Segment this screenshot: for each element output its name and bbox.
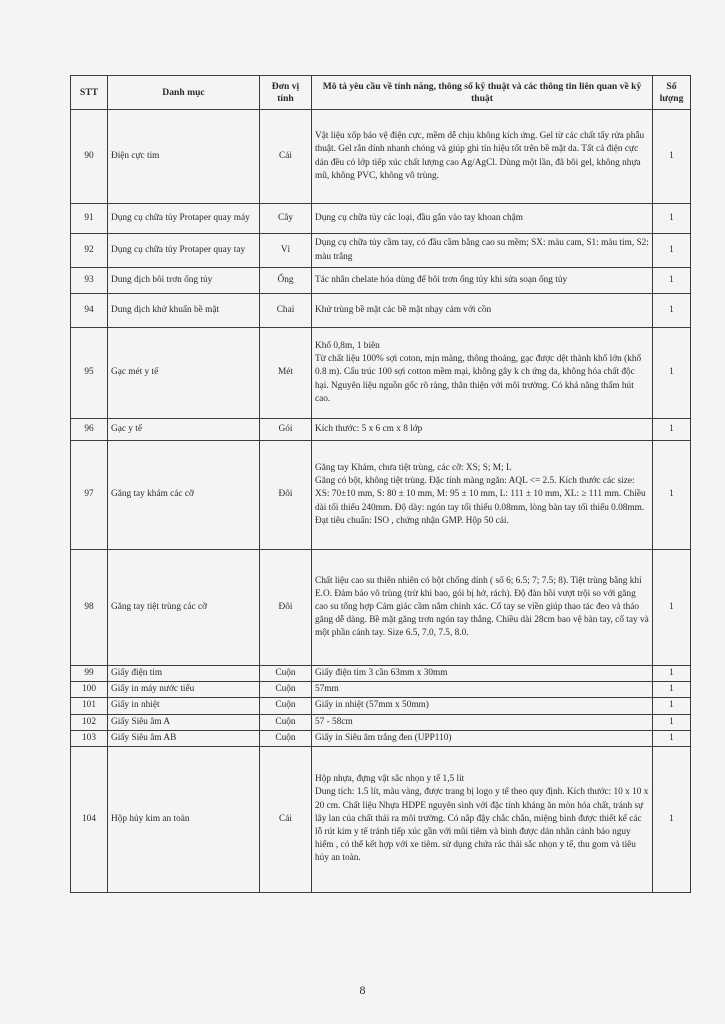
header-description: Mô tả yêu cầu về tính năng, thông số kỹ thuật và các thông tin liên quan về kỹ thuật — [312, 76, 653, 110]
cell-quantity: 1 — [653, 698, 691, 714]
description-line: Vật liệu xốp bảo vệ điện cực, mềm dễ chịu không kích ứng. Gel từ các chất tẩy rửa phẫu thuật. Gel rắn dính nhanh chóng và giúp ghi tín hiệu tốt trên bề mặt da. Tất cả điện cực dán đều có lớp tiếp xúc chất lượng cao Ag/AgCl. Dùng một lần, đã bôi gel, không nhựa mũ, không PVC, không vô trùng. — [315, 131, 645, 181]
table-row — [71, 550, 691, 666]
description-line: Chất liệu cao su thiên nhiên có bột chống dính ( số 6; 6.5; 7; 7.5; 8). Tiệt trùng bằng khí E.O. Đảm bảo vô trùng (trừ khi bao, gói bị hở, rách). Độ đàn hồi vượt trội so với găng cao su tổng hợp Cảm giác cầm nắm chính xác. Cổ tay se viền giúp thao tác đeo và tháo găng dễ dàng. Bề mặt găng trơn ngón tay thẳng. Chiều dài 28cm bao vệ bàn tay, cổ tay và một phần cánh tay. Size 6.5, 7.0, 7.5, 8.0. — [315, 575, 649, 639]
cell-stt: 93 — [71, 268, 108, 294]
description-line: Giấy điện tim 3 cần 63mm x 30mm — [315, 668, 448, 678]
header-category: Danh mục — [108, 76, 260, 110]
cell-unit: Cuộn — [260, 698, 312, 714]
cell-unit: Cái — [260, 746, 312, 892]
cell-stt: 96 — [71, 419, 108, 441]
cell-unit: Cái — [260, 110, 312, 204]
cell-quantity: 1 — [653, 682, 691, 698]
cell-unit: Ống — [260, 268, 312, 294]
description-line: Dụng cụ chữa tủy các loại, đầu gắn vào tay khoan chậm — [315, 212, 523, 223]
cell-description — [312, 550, 653, 666]
cell-quantity: 1 — [653, 328, 691, 419]
cell-name: Gạc y tế — [108, 419, 260, 441]
cell-unit: Mét — [260, 328, 312, 419]
description-line: Khử trùng bề mặt các bề mặt nhạy cảm với cồn — [315, 304, 492, 315]
cell-description — [312, 746, 653, 892]
description-line: 57 - 58cm — [315, 716, 353, 727]
cell-unit: Đôi — [260, 441, 312, 550]
description-line: Găng tay Khám, chưa tiệt trùng, các cỡ: XS; S; M; L — [315, 463, 512, 474]
cell-description — [312, 698, 653, 714]
cell-stt: 94 — [71, 294, 108, 328]
cell-unit: Vỉ — [260, 234, 312, 268]
table-row — [71, 419, 691, 441]
table-row — [71, 268, 691, 294]
cell-stt: 92 — [71, 234, 108, 268]
cell-quantity: 1 — [653, 268, 691, 294]
cell-description — [312, 204, 653, 234]
cell-name: Giấy điện tim — [108, 666, 260, 682]
table-row — [71, 110, 691, 204]
cell-quantity: 1 — [653, 746, 691, 892]
table-row — [71, 714, 691, 730]
table-body — [71, 110, 691, 893]
cell-description — [312, 441, 653, 550]
cell-name: Dụng cụ chữa tủy Protaper quay máy — [108, 204, 260, 234]
cell-stt: 95 — [71, 328, 108, 419]
cell-stt: 103 — [71, 730, 108, 746]
description-line: Hộp nhựa, đựng vật sắc nhọn y tế 1,5 lít — [315, 774, 465, 785]
cell-stt: 101 — [71, 698, 108, 714]
table-row — [71, 746, 691, 892]
cell-quantity: 1 — [653, 234, 691, 268]
header-quantity: Số lượng — [653, 76, 691, 110]
header-stt: STT — [71, 76, 108, 110]
table-row — [71, 204, 691, 234]
table-row — [71, 294, 691, 328]
description-line: Giấy in Siêu âm trắng đen (UPP110) — [315, 732, 452, 743]
description-line: 57mm — [315, 684, 339, 695]
table-row — [71, 666, 691, 682]
page-number: 8 — [359, 983, 366, 997]
cell-quantity: 1 — [653, 204, 691, 234]
cell-unit: Cuộn — [260, 666, 312, 682]
cell-name: Hộp hủy kim an toàn — [108, 746, 260, 892]
cell-stt: 91 — [71, 204, 108, 234]
description-line: Găng có bột, không tiệt trùng. Đặc tính màng ngăn: AQL <= 2.5. Kích thước các size: XS: 70±10 mm, S: 80 ± 10 mm, M: 95 ± 10 mm, L: 111 ± 10 mm, XL: ≥ 111 mm. Chiều dài tối thiểu 240mm. Độ dày: ngón tay tối thiểu 0.08mm, lòng bàn tay tối thiểu 0.08mm. Đạt tiêu chuẩn: ISO , chứng nhận GMP. Hộp 50 cái. — [315, 476, 646, 526]
cell-name: Gạc mét y tế — [108, 328, 260, 419]
table-row — [71, 441, 691, 550]
cell-description — [312, 714, 653, 730]
cell-name: Găng tay tiệt trùng các cỡ — [108, 550, 260, 666]
cell-description — [312, 110, 653, 204]
cell-quantity: 1 — [653, 441, 691, 550]
cell-description — [312, 234, 653, 268]
cell-description — [312, 666, 653, 682]
cell-name: Găng tay khám các cỡ — [108, 441, 260, 550]
cell-stt: 100 — [71, 682, 108, 698]
cell-unit: Cuộn — [260, 682, 312, 698]
cell-quantity: 1 — [653, 110, 691, 204]
cell-unit: Gói — [260, 419, 312, 441]
cell-stt: 99 — [71, 666, 108, 682]
cell-unit: Chai — [260, 294, 312, 328]
cell-stt: 102 — [71, 714, 108, 730]
cell-quantity: 1 — [653, 714, 691, 730]
description-line: Từ chất liệu 100% sợi coton, mịn màng, thông thoáng, gạc được dệt thành khổ lớn (khổ 0.8 m). Cấu trúc 100 sợi cotton mềm mại, không gây k ch ứng da, không hóa chất độc hại. Nguyên liệu nguồn gốc rõ ràng, thân thiện với môi trường. Có khả năng thấm hút cao. — [315, 354, 642, 404]
table-row — [71, 234, 691, 268]
header-unit: Đơn vị tính — [260, 76, 312, 110]
cell-quantity: 1 — [653, 550, 691, 666]
table-row — [71, 328, 691, 419]
cell-unit: Cuộn — [260, 714, 312, 730]
cell-description — [312, 294, 653, 328]
description-line: Dung tích: 1.5 lít, màu vàng, được trang bị logo y tế theo quy định. Kích thước: 10 x 10 x 20 cm. Chất liệu Nhựa HDPE nguyên sinh với đặc tính kháng ăn mòn hóa chất, tránh sự lây lan của chất thải ra môi trường. Có nắp đậy chắc chắn, miệng bình được thiết kế các lỗ rút kim y tế tránh tiếp xúc gần với mũi tiêm và bình được dán nhãn cảnh báo nguy hiểm , có thể kết hợp với xe tiêm. sử dụng chứa rác thải sắc nhọn y tế, thu gom và tiêu hủy an toàn. — [315, 787, 649, 864]
description-line: Kích thước: 5 x 6 cm x 8 lớp — [315, 423, 423, 434]
cell-name: Giấy Siêu âm A — [108, 714, 260, 730]
specification-table — [70, 75, 691, 893]
cell-description — [312, 419, 653, 441]
table-row — [71, 698, 691, 714]
cell-stt: 90 — [71, 110, 108, 204]
cell-stt: 97 — [71, 441, 108, 550]
cell-unit: Cuộn — [260, 730, 312, 746]
table-header-row — [71, 76, 691, 110]
table-row — [71, 730, 691, 746]
description-line: Dụng cụ chữa tủy cầm tay, có đầu cầm bằng cao su mềm; SX: màu cam, S1: màu tím, S2: màu trắng — [315, 238, 649, 262]
cell-name: Giấy Siêu âm AB — [108, 730, 260, 746]
cell-name: Điện cực tim — [108, 110, 260, 204]
cell-name: Giấy in máy nước tiểu — [108, 682, 260, 698]
description-line: Tác nhân chelate hóa dùng để bôi trơn ống tủy khi sửa soạn ống tủy — [315, 274, 568, 285]
cell-quantity: 1 — [653, 730, 691, 746]
table-row — [71, 682, 691, 698]
cell-description — [312, 328, 653, 419]
description-line: Giấy in nhiệt (57mm x 50mm) — [315, 700, 429, 711]
cell-description — [312, 268, 653, 294]
cell-stt: 98 — [71, 550, 108, 666]
cell-description — [312, 730, 653, 746]
cell-name: Dụng cụ chữa tủy Protaper quay tay — [108, 234, 260, 268]
cell-unit: Cây — [260, 204, 312, 234]
cell-name: Dung dịch bôi trơn ống tủy — [108, 268, 260, 294]
cell-quantity: 1 — [653, 666, 691, 682]
description-line: Khổ 0,8m, 1 biên — [315, 341, 380, 352]
cell-quantity: 1 — [653, 419, 691, 441]
cell-stt: 104 — [71, 746, 108, 892]
cell-unit: Đôi — [260, 550, 312, 666]
cell-name: Dung dịch khử khuẩn bề mặt — [108, 294, 260, 328]
cell-quantity: 1 — [653, 294, 691, 328]
cell-description — [312, 682, 653, 698]
cell-name: Giấy in nhiệt — [108, 698, 260, 714]
